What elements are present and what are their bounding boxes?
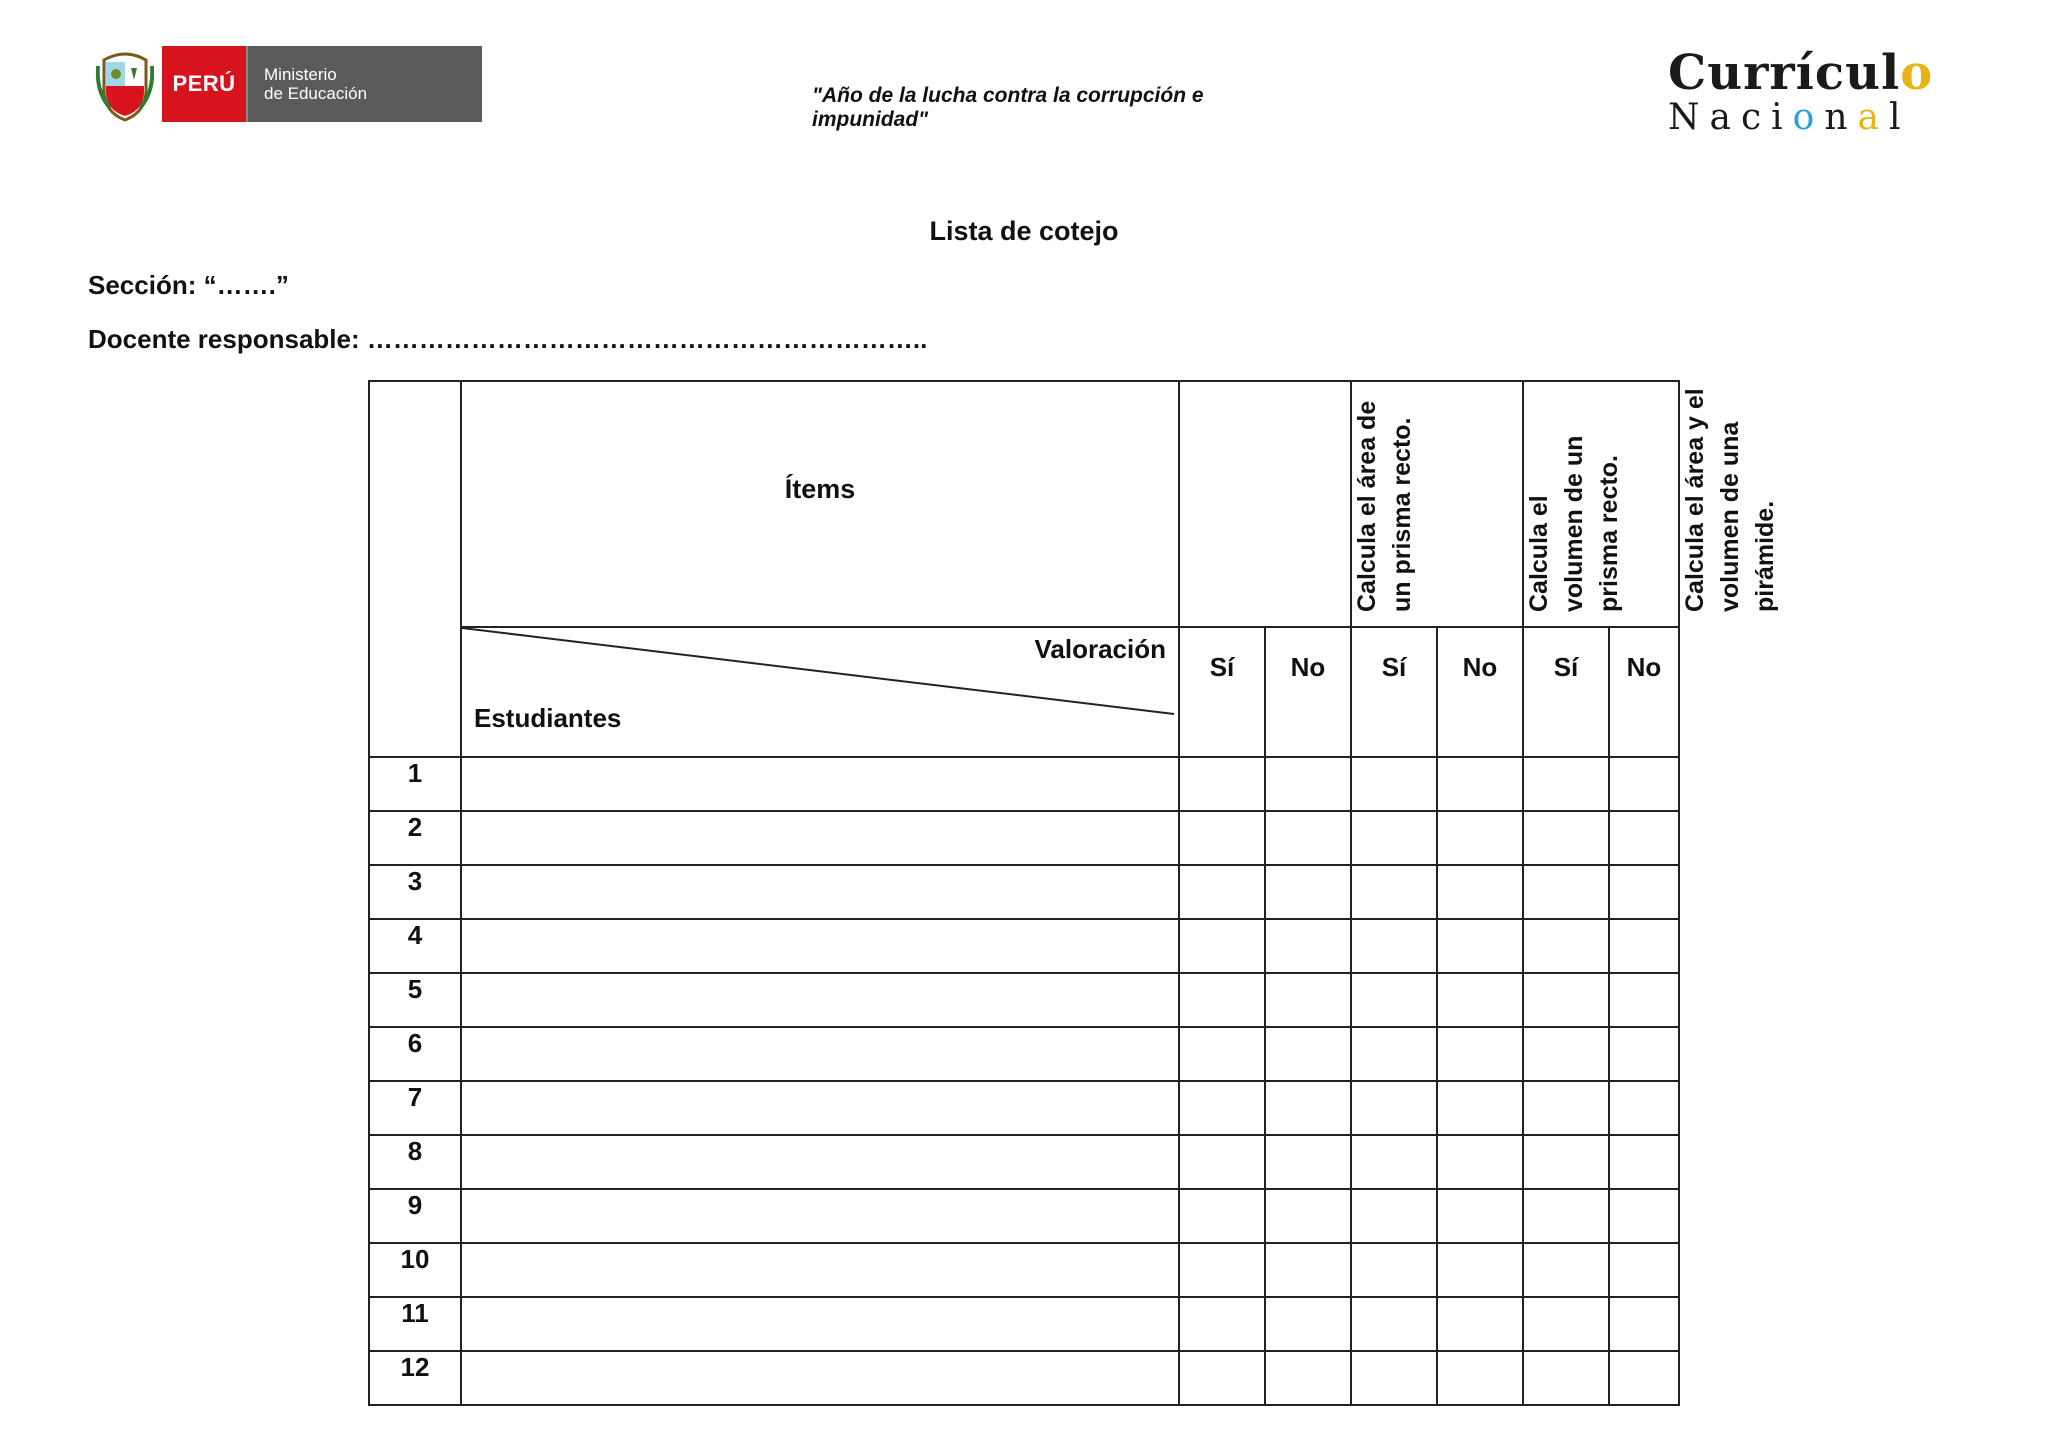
criterion-3-yes-cell[interactable] [1523,1135,1609,1189]
criterion-3-yes-cell[interactable] [1523,757,1609,811]
criterion-1-no-cell[interactable] [1265,757,1351,811]
student-name-cell[interactable] [461,1243,1179,1297]
criterion-2-no-cell[interactable] [1437,1243,1523,1297]
row-number: 8 [369,1135,461,1189]
table-row [369,865,1679,919]
criterion-3-yes-cell[interactable] [1523,1189,1609,1243]
criterion-1-header [1179,381,1416,627]
criterion-2-no-cell[interactable] [1437,919,1523,973]
criterion-1-no-cell[interactable] [1265,865,1351,919]
criterion-3-no-cell[interactable] [1609,1243,1679,1297]
curriculo-logo-line-1: Currículo [1668,45,1934,101]
student-name-cell[interactable] [461,1081,1179,1135]
criterion-3-label: Calcula el área y el volumen de una pirámide. [1681,388,1779,612]
criterion-3-no-header: No [1609,627,1679,757]
criterion-3-no-cell[interactable] [1609,865,1679,919]
criterion-1-yes-cell[interactable] [1179,1351,1265,1405]
criterion-3-no-cell[interactable] [1609,919,1679,973]
items-label: Ítems [784,474,856,504]
criterion-1-label: Calcula el área de un prisma recto. [1353,400,1416,612]
criterion-3-yes-cell[interactable] [1523,919,1609,973]
table-row [369,757,1679,811]
criterion-3-yes-cell[interactable] [1523,865,1609,919]
criterion-2-no-cell[interactable] [1437,973,1523,1027]
student-name-cell[interactable] [461,919,1179,973]
valoracion-label: Valoración [1034,634,1166,664]
criterion-3-no-cell[interactable] [1609,757,1679,811]
criterion-2-no-cell[interactable] [1437,865,1523,919]
table-row [369,973,1679,1027]
criterion-2-yes-cell[interactable] [1351,757,1437,811]
table-row [369,1189,1679,1243]
student-name-cell[interactable] [461,973,1179,1027]
criterion-2-no-cell[interactable] [1437,1189,1523,1243]
row-number: 4 [369,919,461,973]
criterion-1-no-cell[interactable] [1265,1081,1351,1135]
criterion-2-yes-cell[interactable] [1351,1027,1437,1081]
criterion-2-label: Calcula el volumen de un prisma recto. [1525,435,1623,612]
student-name-cell[interactable] [461,1027,1179,1081]
student-name-cell[interactable] [461,1189,1179,1243]
docente-line: Docente responsable: ……………………………………………………….. [88,324,928,354]
criterion-2-yes-cell[interactable] [1351,1135,1437,1189]
row-number: 1 [369,757,461,811]
estudiantes-label: Estudiantes [474,703,622,733]
ministry-label [246,46,482,122]
criterion-1-no-cell[interactable] [1265,1135,1351,1189]
student-name-cell[interactable] [461,757,1179,811]
criterion-3-yes-cell[interactable] [1523,1081,1609,1135]
criterion-3-yes-cell[interactable] [1523,1351,1609,1405]
criterion-3-header [1523,381,1779,627]
criterion-3-no-cell[interactable] [1609,1135,1679,1189]
criterion-1-yes-cell[interactable] [1179,811,1265,865]
criterion-2-yes-cell[interactable] [1351,919,1437,973]
criterion-2-no-cell[interactable] [1437,811,1523,865]
criterion-2-no-cell[interactable] [1437,757,1523,811]
criterion-1-yes-cell[interactable] [1179,1189,1265,1243]
row-number: 12 [369,1351,461,1405]
criterion-1-no-cell[interactable] [1265,919,1351,973]
criterion-3-no-cell[interactable] [1609,1297,1679,1351]
criterion-3-yes-cell[interactable] [1523,1297,1609,1351]
criterion-2-no-cell[interactable] [1437,1027,1523,1081]
criterion-3-yes-cell[interactable] [1523,811,1609,865]
criterion-3-yes-cell[interactable] [1523,1243,1609,1297]
criterion-1-yes-cell[interactable] [1179,919,1265,973]
row-number: 2 [369,811,461,865]
criterion-1-yes-cell[interactable] [1179,973,1265,1027]
row-number: 7 [369,1081,461,1135]
row-number: 10 [369,1243,461,1297]
table-row [369,919,1679,973]
criterion-2-no-cell[interactable] [1437,1135,1523,1189]
criterion-2-header [1351,381,1623,627]
checklist-table [368,380,1779,1406]
criterion-1-no-cell[interactable] [1265,1243,1351,1297]
table-row [369,1135,1679,1189]
row-number: 11 [369,1297,461,1351]
criterion-1-no-cell[interactable] [1265,1027,1351,1081]
criterion-3-yes-cell[interactable] [1523,1027,1609,1081]
table-row [369,1081,1679,1135]
criterion-2-yes-header: Sí [1351,627,1437,757]
criterion-1-no-cell[interactable] [1265,1189,1351,1243]
row-number: 3 [369,865,461,919]
ministry-line-1: Ministerio [264,65,337,84]
criterion-2-no-cell[interactable] [1437,1297,1523,1351]
table-row [369,1351,1679,1405]
criterion-2-no-cell[interactable] [1437,1081,1523,1135]
peru-coat-of-arms-icon [96,46,154,122]
student-name-cell[interactable] [461,1297,1179,1351]
criterion-2-yes-cell[interactable] [1351,1351,1437,1405]
table-row [369,1243,1679,1297]
curriculo-nacional-logo [1668,45,1968,138]
criterion-2-yes-cell[interactable] [1351,1297,1437,1351]
criterion-3-yes-header: Sí [1523,627,1609,757]
criterion-1-no-header: No [1265,627,1351,757]
criterion-1-no-cell[interactable] [1265,811,1351,865]
criterion-2-no-cell[interactable] [1437,1351,1523,1405]
criterion-3-no-cell[interactable] [1609,1027,1679,1081]
criterion-1-no-cell[interactable] [1265,973,1351,1027]
criterion-2-yes-cell[interactable] [1351,1243,1437,1297]
corner-cell [369,381,461,757]
valoracion-estudiantes-cell [461,627,1179,757]
criterion-1-no-cell[interactable] [1265,1297,1351,1351]
criterion-3-no-cell[interactable] [1609,811,1679,865]
student-name-cell[interactable] [461,1135,1179,1189]
document-title: Lista de cotejo [929,216,1119,246]
criterion-1-yes-cell[interactable] [1179,865,1265,919]
student-name-cell[interactable] [461,865,1179,919]
table-row [369,1027,1679,1081]
criterion-3-no-cell[interactable] [1609,1351,1679,1405]
seccion-line: Sección: “…….” [88,270,289,300]
criterion-3-no-cell[interactable] [1609,1189,1679,1243]
ministry-line-2: de Educación [264,84,368,103]
criterion-2-yes-cell[interactable] [1351,973,1437,1027]
student-name-cell[interactable] [461,1351,1179,1405]
criterion-3-no-cell[interactable] [1609,973,1679,1027]
items-header [461,381,1179,627]
criterion-1-yes-cell[interactable] [1179,1243,1265,1297]
criterion-3-no-cell[interactable] [1609,1081,1679,1135]
criterion-2-no-header: No [1437,627,1523,757]
row-number: 5 [369,973,461,1027]
criterion-1-yes-cell[interactable] [1179,1135,1265,1189]
minedu-logo [96,46,482,122]
year-motto: "Año de la lucha contra la corrupción e impunidad" [812,84,1204,131]
criterion-2-yes-cell[interactable] [1351,865,1437,919]
curriculo-logo-line-2: Nacional [1668,97,1911,138]
criterion-2-yes-cell[interactable] [1351,811,1437,865]
row-number: 9 [369,1189,461,1243]
criterion-2-yes-cell[interactable] [1351,1189,1437,1243]
student-name-cell[interactable] [461,811,1179,865]
criterion-1-no-cell[interactable] [1265,1351,1351,1405]
row-number: 6 [369,1027,461,1081]
peru-label: PERÚ [162,46,246,122]
criterion-1-yes-cell[interactable] [1179,1081,1265,1135]
table-row [369,811,1679,865]
criterion-1-yes-cell[interactable] [1179,757,1265,811]
table-row [369,1297,1679,1351]
criterion-1-yes-header: Sí [1179,627,1265,757]
criterion-1-yes-cell[interactable] [1179,1027,1265,1081]
criterion-3-yes-cell[interactable] [1523,973,1609,1027]
criterion-2-yes-cell[interactable] [1351,1081,1437,1135]
criterion-1-yes-cell[interactable] [1179,1297,1265,1351]
